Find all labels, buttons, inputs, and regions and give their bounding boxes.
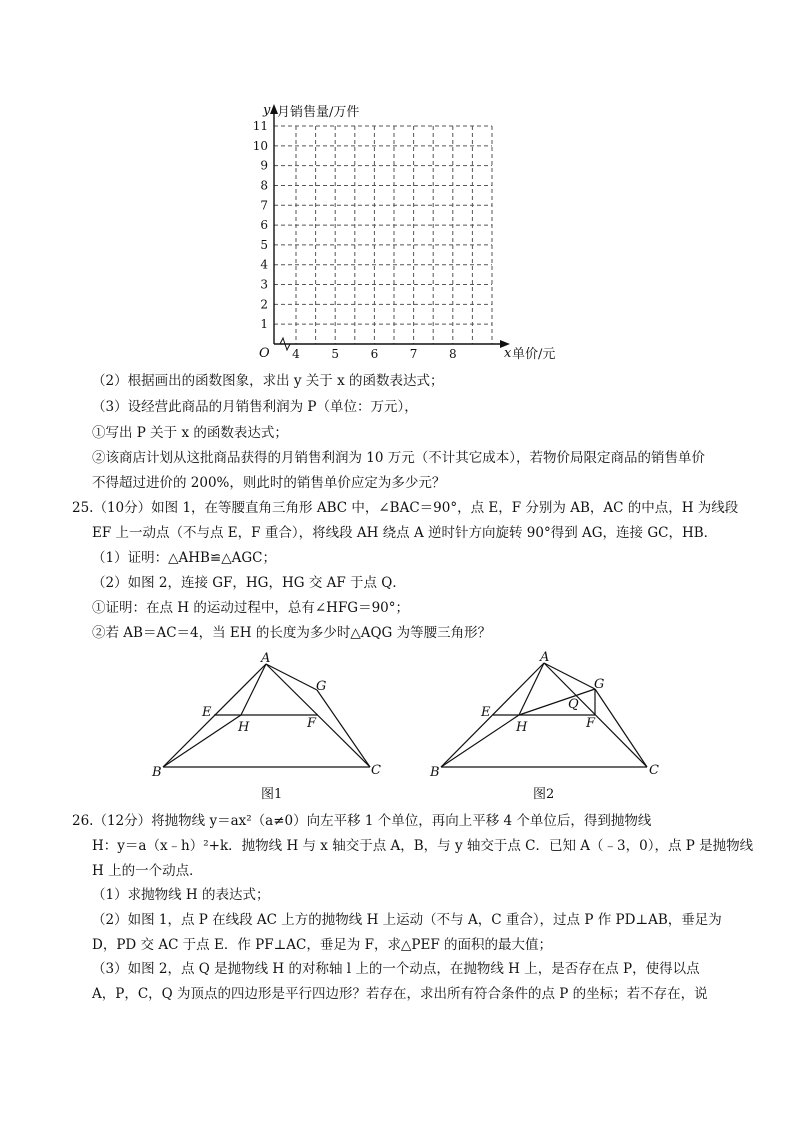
fig2-caption: 图2 [533,787,555,802]
x-axis-letter: x [504,346,512,361]
q24-part2: （2）根据画出的函数图象，求出 y 关于 x 的函数表达式； [92,373,444,389]
q26-line2: H：y＝a（x﹣h）²+k．抛物线 H 与 x 轴交于点 A，B，与 y 轴交于点 C．已知 A（﹣3，0），点 P 是抛物线 [92,838,754,854]
y-tick-label: 11 [252,119,268,133]
x-tick-label: 4 [292,347,300,361]
y-tick-label: 5 [260,237,268,252]
y-tick-label: 3 [260,277,268,292]
q25-part2: （2）如图 2，连接 GF，HG，HG 交 AF 于点 Q． [92,575,406,591]
y-axis-label: 月销售量/万件 [277,105,360,120]
q25-sub1: ①证明：在点 H 的运动过程中，总有∠HFG＝90°； [92,600,410,616]
sales-grid-chart [0,0,794,370]
fig2-point-H: H [516,720,528,735]
fig2-segment-GC [595,689,647,767]
chart-axes [270,104,510,350]
x-axis-label: 单价/元 [512,347,556,362]
fig1-point-H: H [238,720,250,735]
fig1-segment-GC [317,690,370,767]
q26-part2-line1: （2）如图 1，点 P 在线段 AC 上方的抛物线 H 上运动（不与 A，C 重合），过点 P 作 PD⊥AB，垂足为 [92,912,722,928]
fig1-segment-HB [163,715,241,767]
fig1-caption: 图1 [261,787,283,802]
y-tick-label: 4 [260,257,268,272]
fig1-point-E: E [202,705,212,720]
q26-line3: H 上的一个动点． [92,863,203,879]
chart-grid [274,126,492,344]
y-tick-label: 8 [260,178,268,193]
fig2-segment-AG [544,663,595,689]
fig2-point-G: G [594,677,605,692]
fig1-segment-AH [241,664,266,715]
q24-part3: （3）设经营此商品的月销售利润为 P（单位：万元）， [92,399,418,415]
q24-sub2-line2: 不得超过进价的 200%，则此时的销售单价应定为多少元？ [92,475,446,491]
figure-2 [420,645,670,785]
fig2-segment-HG [519,689,595,715]
y-tick-label: 1 [260,317,268,332]
fig2-point-F: F [586,716,596,731]
x-tick-label: 7 [409,347,418,361]
q25-sub2: ②若 AB＝AC＝4，当 EH 的长度为多少时△AQG 为等腰三角形？ [92,625,492,641]
fig2-segment-HB [441,715,519,767]
y-tick-label: 10 [252,138,268,153]
fig2-point-A: A [540,650,550,665]
fig1-point-F: F [307,716,317,731]
x-tick-label: 6 [370,347,379,361]
q26-part3-line1: （3）如图 2，点 Q 是抛物线 H 的对称轴 l 上的一个动点，在抛物线 H 上，是否存在点 P，使得以点 [92,961,700,977]
q25-line2: EF 上一动点（不与点 E，F 重合），将线段 AH 绕点 A 逆时针方向旋转 90°得到 AG，连接 GC，HB． [92,525,718,541]
fig1-point-B: B [152,765,162,780]
q26-part3-line2: A，P，C，Q 为顶点的四边形是平行四边形？若存在，求出所有符合条件的点 P 的坐标；若不存在，说 [92,986,708,1002]
fig2-point-Q: Q [568,697,579,712]
y-tick-label: 9 [260,158,268,173]
q26-line1: 26.（12分）将抛物线 y＝ax²（a≠0）向左平移 1 个单位，再向上平移 4 个单位后，得到抛物线 [72,813,652,829]
fig1-point-G: G [316,679,327,694]
q26-part1: （1）求抛物线 H 的表达式； [92,887,270,903]
x-tick-label: 5 [331,347,340,361]
fig1-segment-AG [266,664,317,690]
figure-1 [140,645,400,785]
y-tick-label: 7 [260,198,268,213]
x-tick-label: 8 [448,347,457,361]
y-tick-label: 2 [260,297,268,312]
y-tick-label: 6 [260,218,268,233]
fig1-point-A: A [261,651,271,666]
fig2-point-B: B [430,765,440,780]
fig2-point-E: E [481,705,491,720]
q24-sub2-line1: ②该商店计划从这批商品获得的月销售利润为 10 万元（不计其它成本），若物价局限定商品的销售单价 [92,450,706,466]
q25-line1: 25.（10分）如图 1，在等腰直角三角形 ABC 中，∠BAC＝90°，点 E，F 分别为 AB，AC 的中点，H 为线段 [72,500,739,516]
y-axis-letter: y [263,103,271,118]
origin-label: O [259,346,270,361]
fig2-point-C: C [649,763,659,778]
q26-part2-line2: D，PD 交 AC 于点 E．作 PF⊥AC，垂足为 F，求△PEF 的面积的最大值； [92,937,552,953]
q25-part1: （1）证明：△AHB≌△AGC； [92,550,276,566]
q24-sub1: ①写出 P 关于 x 的函数表达式； [92,425,288,441]
fig1-point-C: C [371,763,381,778]
